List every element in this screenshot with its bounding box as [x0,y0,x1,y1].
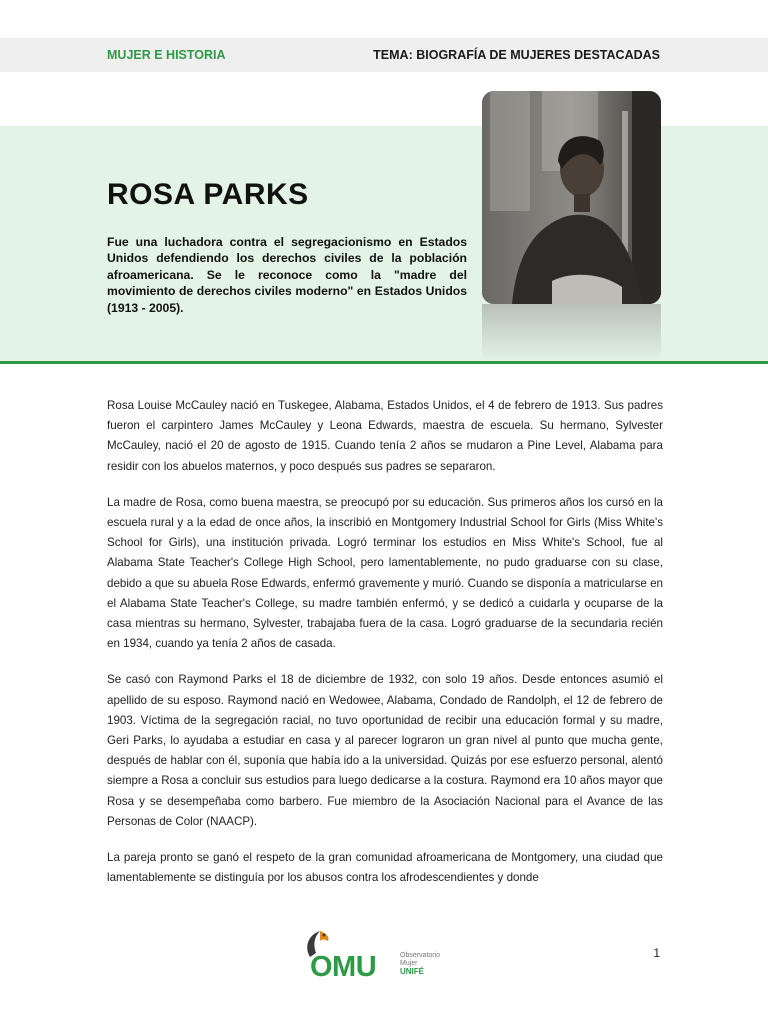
page-number: 1 [653,946,660,960]
header-section-label: MUJER E HISTORIA [107,48,226,62]
logo-subtitle [400,952,440,976]
portrait-photo [482,91,661,304]
omu-logo [296,925,446,987]
page-title: ROSA PARKS [107,178,309,211]
header-bar [0,38,768,72]
body-paragraph: La pareja pronto se ganó el respeto de la gran comunidad afroamericana de Montgomery, una ciudad que lamentablemente se distinguía por los abusos contra los afrodescendientes y donde [107,851,663,885]
logo-sub-line: Observatorio [400,952,441,959]
header-topic-label: TEMA: BIOGRAFÍA DE MUJERES DESTACADAS [373,48,660,62]
logo-sub-line: Mujer [400,960,418,967]
portrait-reflection [482,304,661,362]
biography-body [107,396,663,904]
logo-sub-line: UNIFÉ [400,967,424,976]
body-paragraph: Se casó con Raymond Parks el 18 de diciembre de 1932, con solo 19 años. Desde entonces asumió el apellido de su esposo. Raymond nació en Wedowee, Alabama, Condado de Randolph, el 12 de febrero de 1903. Víctima de la segregación racial, no tuvo oportunidad de recibir una educación formal y su madre, Geri Parks, lo ayudaba a estudiar en casa y al parecer lograron un gran nivel al punto que mucha gente, después de hablar con él, suponía que había ido a la universidad. Quizás por ese esfuerzo personal, alentó siempre a Rosa a concluir sus estudios para luego dedicarse a la costura. Raymond era 10 años mayor que Rosa y se desempeñaba como barbero. Fue miembro de la Asociación Nacional para el Avance de las Personas de Color (NAACP). [107,673,663,828]
body-paragraph: La madre de Rosa, como buena maestra, se preocupó por su educación. Sus primeros años los cursó en la escuela rural y a la edad de once años, la inscribió en Montgomery Industrial School for Girls (Miss White's School for Girls), una institución privada. Logró terminar los estudios en Miss White's School, fue al Alabama State Teacher's College High School, pero lamentablemente, no pudo graduarse con su clase, debido a que su abuela Rose Edwards, enfermó gravemente y murió. Cuando se disponía a matricularse en el Alabama State Teacher's College, su madre también enfermó, y se dedicó a cuidarla y ocuparse de la casa mientras su hermano, Sylvester, trabajaba fuera de la casa. Logró graduarse de la secundaria recién en 1934, cuando ya tenía 2 años de casada. [107,495,663,651]
logo-text: OMU [310,951,377,983]
lead-summary: Fue una luchadora contra el segregacionismo en Estados Unidos defendiendo los derechos civiles de la población afroamericana. Se le reconoce como la "madre del movimiento de derechos civiles moderno" en Estados Unidos (1913 - 2005). [107,235,467,315]
hero-divider [0,361,768,364]
body-paragraph: Rosa Louise McCauley nació en Tuskegee, Alabama, Estados Unidos, el 4 de febrero de 1913. Sus padres fueron el carpintero James McCauley y Leona Edwards, maestra de escuela. Su hermano, Sylvester McCauley, nació el 20 de agosto de 1915. Cuando tenía 2 años se mudaron a Pine Level, Alabama para residir con los abuelos maternos, y poco después sus padres se separaron. [107,399,663,473]
